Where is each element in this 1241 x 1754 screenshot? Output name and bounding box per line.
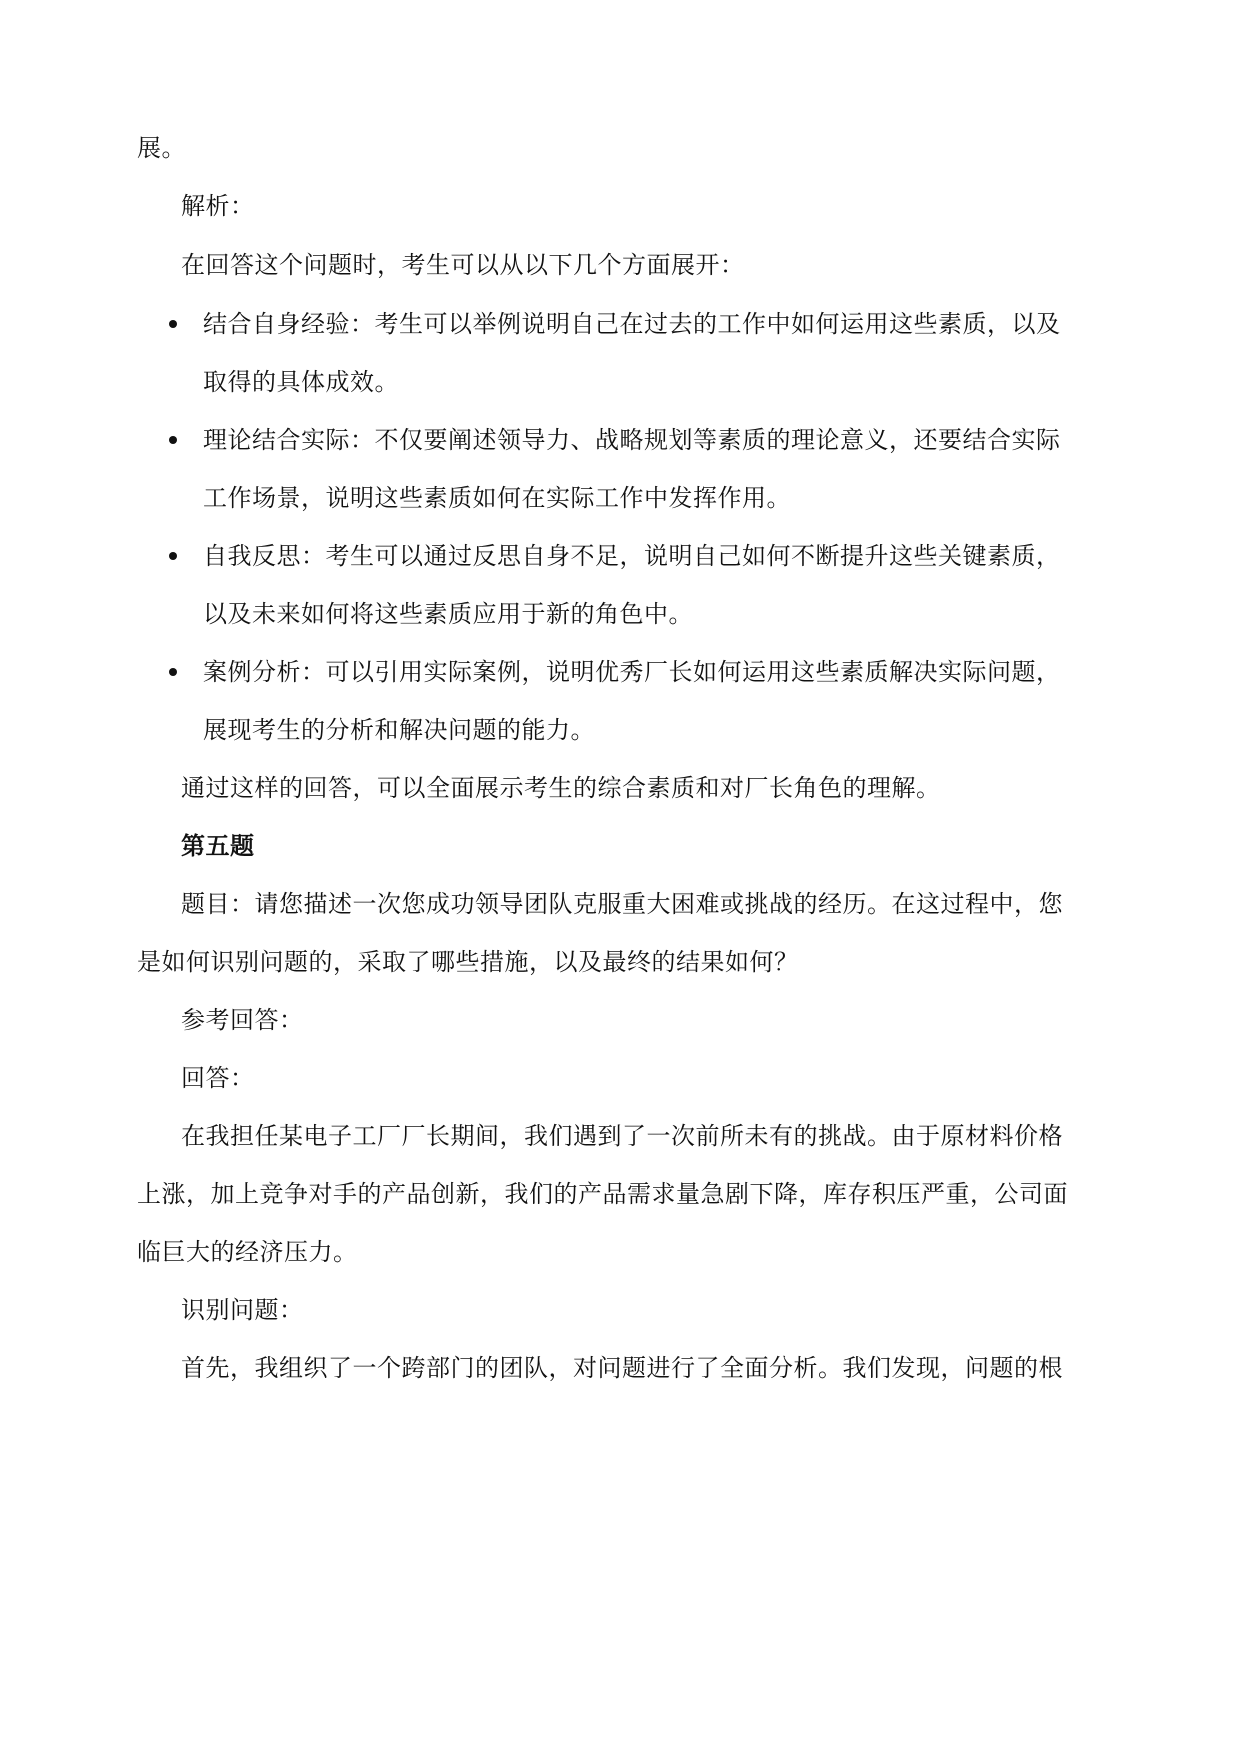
bullet-3-line-2: 以及未来如何将这些素质应用于新的角色中。 — [203, 600, 693, 628]
summary-text: 通过这样的回答，可以全面展示考生的综合素质和对厂长角色的理解。 — [181, 774, 941, 802]
analysis-label: 解析： — [181, 192, 255, 220]
identify-line-1: 首先，我组织了一个跨部门的团队，对问题进行了全面分析。我们发现，问题的根 — [181, 1354, 1063, 1382]
continuation-text: 展。 — [137, 134, 186, 162]
bullet-1-line-1: 结合自身经验：考生可以举例说明自己在过去的工作中如何运用这些素质，以及 — [203, 310, 1061, 338]
bullet-4-line-2: 展现考生的分析和解决问题的能力。 — [203, 716, 595, 744]
story-line-1: 在我担任某电子工厂厂长期间，我们遇到了一次前所未有的挑战。由于原材料价格 — [181, 1122, 1063, 1150]
question5-line-1: 题目：请您描述一次您成功领导团队克服重大困难或挑战的经历。在这过程中，您 — [181, 890, 1063, 918]
bullet-2-line-1: 理论结合实际：不仅要阐述领导力、战略规划等素质的理论意义，还要结合实际 — [203, 426, 1061, 454]
identify-label: 识别问题： — [181, 1296, 304, 1324]
bullet-1-line-2: 取得的具体成效。 — [203, 368, 399, 396]
question5-line-2: 是如何识别问题的，采取了哪些措施，以及最终的结果如何？ — [137, 948, 799, 976]
bullet-dot-icon — [169, 668, 177, 676]
story-line-3: 临巨大的经济压力。 — [137, 1238, 358, 1266]
answer-label: 回答： — [181, 1064, 255, 1092]
story-line-2: 上涨，加上竞争对手的产品创新，我们的产品需求量急剧下降，库存积压严重，公司面 — [137, 1180, 1068, 1208]
bullet-2-line-2: 工作场景，说明这些素质如何在实际工作中发挥作用。 — [203, 484, 791, 512]
reference-label: 参考回答： — [181, 1006, 304, 1034]
bullet-3-line-1: 自我反思：考生可以通过反思自身不足，说明自己如何不断提升这些关键素质， — [203, 542, 1061, 570]
bullet-4-line-1: 案例分析：可以引用实际案例，说明优秀厂长如何运用这些素质解决实际问题， — [203, 658, 1061, 686]
question5-heading: 第五题 — [181, 831, 255, 860]
bullet-dot-icon — [169, 552, 177, 560]
analysis-intro: 在回答这个问题时，考生可以从以下几个方面展开： — [181, 251, 745, 279]
bullet-dot-icon — [169, 320, 177, 328]
bullet-dot-icon — [169, 436, 177, 444]
